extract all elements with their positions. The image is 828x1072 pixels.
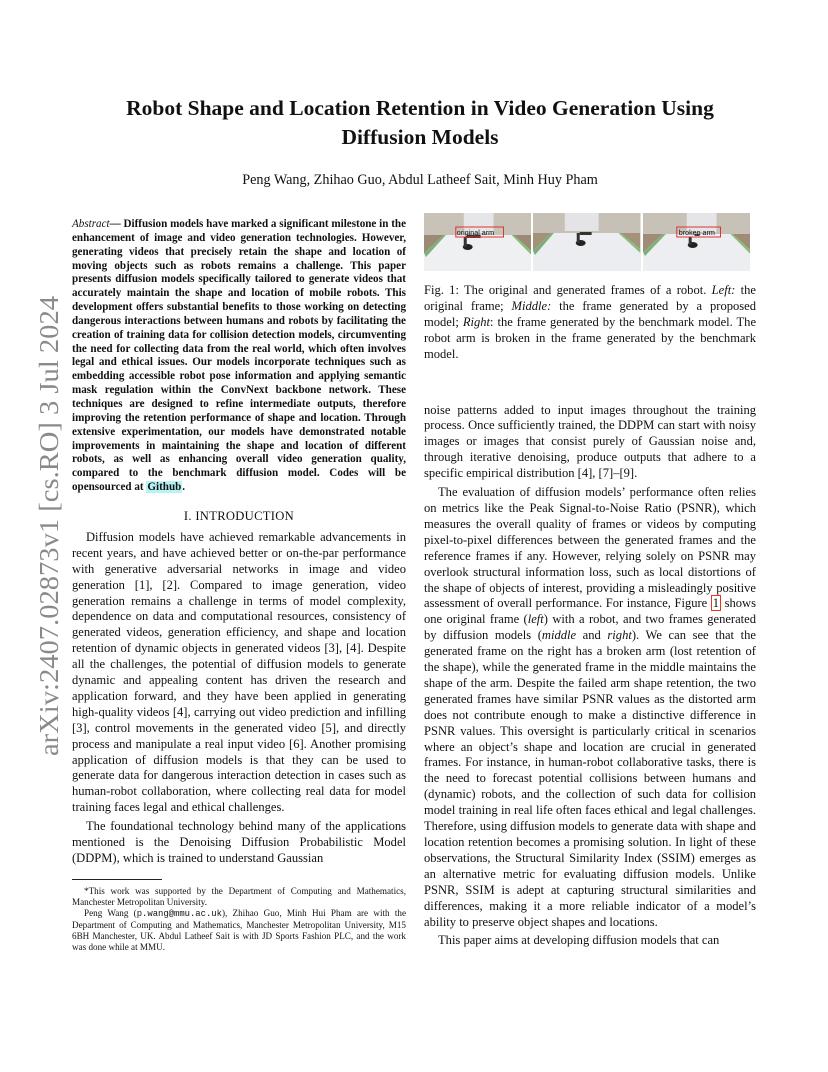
proposed-frame-graphic (533, 213, 640, 271)
footnote-divider (72, 879, 162, 880)
abstract-dash: — (109, 218, 124, 230)
title-line-2: Diffusion Models (341, 125, 499, 149)
figure-1-frames (424, 213, 750, 271)
intro-paragraph-1: Diffusion models have achieved remarkable advancements in recent years, and have achieved better or on-the-par performance with generative adversarial networks in image and video generation [1], [2]. Compared to image generation, video generation remains a challenge in terms of model complexity, dependence on data and computational resources, consistency of generated videos, generation efficiency, and shape and location retention of dynamic objects in generated videos [3], [4]. Despite all the challenges, the potential of diffusion models to generate dynamic and appealing content has driven the research and application forward, and they have been applied in generating high-quality videos [4], carrying out video prediction and infilling [3], control movements in the generated video [5], and directly process and manipulate a real input video [6]. Another promising application of diffusion models is that they can be used to generate data for dangerous interaction detection in cases such as human-robot collaboration, where collecting real data for model training faces legal and ethical challenges. (72, 529, 406, 815)
affiliation-footnote (72, 908, 406, 953)
eval-middle-term: middle (541, 628, 577, 643)
github-link[interactable]: Github (147, 481, 182, 494)
left-column (72, 218, 406, 953)
affiliation-text-b: ), Zhihao Guo, Minh Hui Pham are with the Department of Computing and Mathematics, Manchester Metropolitan University, M15 6BH Manchester, UK. Abdul Latheef Sait is with JD Sports Fashion PLC, and the work was done while at MMU. (72, 907, 406, 952)
abstract-label: Abstract (72, 218, 110, 230)
eval-text-a: The evaluation of diffusion models’ performance often relies on metrics like the Peak Signal-to-Noise Ratio (PSNR), which measures the overall quality of frames or videos by computing pixel-to-pixel differences between the generated frames and the reference frames if any. However, relying solely on PSNR may overlook structural information loss, such as local distortions of the shape of objects of interest, providing a misleadingly positive assessment of overall performance. For instance, Figure (424, 485, 756, 611)
author-email[interactable]: p.wang@mmu.ac.uk (136, 908, 222, 919)
arxiv-identifier (14, 280, 74, 760)
intro-paragraph-2: The foundational technology behind many of the applications mentioned is the Denoising Diffusion Probabilistic Model (DDPM), which is trained to understand Gaussian (72, 819, 406, 865)
benchmark-model-frame-image (643, 213, 750, 271)
original-frame-graphic (424, 213, 531, 271)
abstract (72, 218, 406, 495)
eval-text-b: shows one original frame ( (424, 596, 756, 627)
paper-title (90, 94, 750, 152)
eval-text-c: ) with a robot, and two frames generated by diffusion models ( (424, 612, 757, 643)
title-line-1: Robot Shape and Location Retention in Video Generation Using (126, 96, 714, 120)
caption-right-term: Right (462, 314, 491, 329)
caption-text-a: Fig. 1: The original and generated frames of a robot. (424, 283, 712, 297)
abstract-text: Diffusion models have marked a significant milestone in the enhancement of image and video generation technologies. However, generating videos that precisely retain the shape and location of moving objects such as robots remains a challenge. This paper presents diffusion models specifically tailored to generate videos that accurately maintain the shape and location of mobile robots. This development offers substantial benefits to those working on detecting dangerous interactions between humans and robots by facilitating the creation of training data for collision detection models, circumventing the need for collecting data from the real world, which often involves legal and ethical issues. Our models incorporate techniques such as embedding accessible robot pose information and applying semantic mask regulation within the ConvNext backbone network. These techniques are designed to refine intermediate outputs, therefore improving the retention performance of shape and location. Through extensive experimentation, our models have demonstrated notable improvements in maintaining the shape and location of different robots, as well as enhancing overall video generation quality, compared to the benchmark diffusion model. Codes will be opensourced at (72, 218, 407, 494)
aim-paragraph: This paper aims at developing diffusion models that can (438, 933, 720, 948)
figure-spacer (424, 363, 756, 403)
abstract-end: . (182, 481, 186, 494)
broken-arm-label: broken arm (678, 228, 715, 237)
right-column (424, 213, 756, 949)
benchmark-frame-graphic (643, 213, 750, 271)
eval-text-e: ). We can see that the generated frame on the right has a broken arm (lost retention of the shape), while the generated frame in the middle maintains the shape of the arm. Despite the failed arm shape retention, the two generated frames have similar PSNR values as the distorted arm does not contribute enough to make a distinctive difference in PSNR values. This oversight is particularly critical in scenarios where an object’s shape and location are crucial in generated frames. For instance, in human-robot collaborative tasks, there is the need to forecast potential collisions between humans and (dynamic) robots, and the collection of such data for collision model training in real life often faces ethical and legal challenges. Therefore, using diffusion models to generate data with shape and location retention becomes a promising solution. In light of these observations, the Structural Similarity Index (SSIM) emerges as an alternative metric for evaluating diffusion models. Unlike PSNR, SSIM is adept at capturing structural similarities and differences, making it a more reliable indicator of a model’s ability to preserve object shapes and locations. (424, 628, 756, 929)
caption-text-d: : the frame generated by the benchmark model. The robot arm is broken in the frame generated by the benchmark model. (424, 314, 757, 361)
right-paragraph-continuation: noise patterns added to input images throughout the training process. Once sufficiently trained, the DDPM can start with noisy images or images that consist purely of Gaussian noise and, through iterative denoising, produce outputs that adhere to a specific empirical distribution [4], [7]–[9]. (424, 402, 756, 481)
arxiv-stamp-graphic (14, 280, 74, 760)
eval-right-term: right (607, 628, 632, 643)
figure-1-reference-link[interactable]: 1 (712, 596, 720, 611)
section-heading-introduction: I. INTRODUCTION (183, 508, 295, 523)
figure-1-caption (424, 283, 756, 363)
evaluation-paragraph (424, 485, 756, 930)
author-list: Peng Wang, Zhihao Guo, Abdul Latheef Sait, Minh Huy Pham (242, 172, 598, 188)
eval-text-d: and (576, 628, 608, 643)
caption-text-b: the original frame; (424, 283, 756, 313)
caption-text-c: the frame generated by a proposed model; (424, 298, 756, 329)
footnotes (72, 886, 406, 953)
affiliation-text-a: Peng Wang ( (84, 907, 137, 918)
eval-left-term: left (527, 612, 544, 627)
caption-middle-term: Middle: (511, 298, 552, 313)
original-arm-label: original arm (456, 228, 495, 237)
proposed-model-frame-image (533, 213, 640, 271)
funding-footnote: *This work was supported by the Department of Computing and Mathematics, Manchester Metropolitan University. (72, 885, 406, 907)
arxiv-stamp-text: arXiv:2407.02873v1 [cs.RO] 3 Jul 2024 (34, 321, 64, 756)
original-frame-image (424, 213, 531, 271)
caption-left-term: Left: (711, 283, 736, 297)
